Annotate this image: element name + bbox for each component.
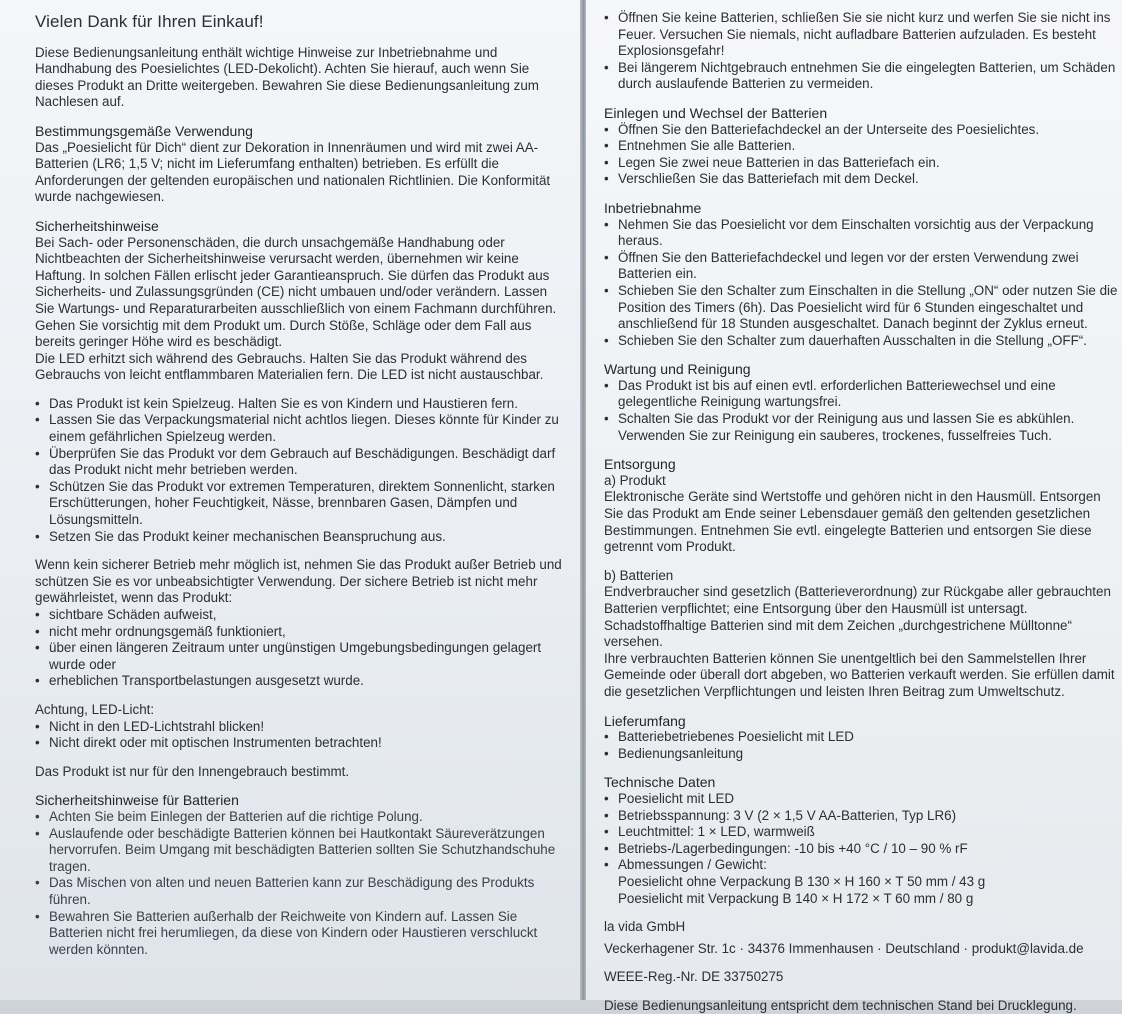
list-item: • Überprüfen Sie das Produkt vor dem Gebrauch auf Beschädigungen. Beschädigt darf das Produkt nicht mehr betrieben werden. xyxy=(35,446,568,479)
list-item: • Poesielicht mit LED xyxy=(604,791,1122,808)
usage-heading: Bestimmungsgemäße Verwendung xyxy=(35,122,253,139)
list-item: • Nicht in den LED-Lichtstrahl blicken! xyxy=(35,719,568,736)
startup-list xyxy=(604,217,1122,350)
safety-paragraph-led: Die LED erhitzt sich während des Gebrauchs. Halten Sie das Produkt während des Gebrauchs von leicht entflammbaren Materialien fern. Die LED ist nicht austauschbar. xyxy=(35,350,544,383)
footer-note: Diese Bedienungsanleitung entspricht dem technischen Stand bei Drucklegung. xyxy=(604,997,1077,1013)
list-item: • Legen Sie zwei neue Batterien in das Batteriefach ein. xyxy=(604,155,1122,172)
list-item: • Abmessungen / Gewicht: xyxy=(604,857,1122,874)
dimensions-line-1: Poesielicht ohne Verpackung B 130 × H 160 × T 50 mm / 43 g xyxy=(618,873,986,889)
weee-number: WEEE-Reg.-Nr. DE 33750275 xyxy=(604,969,784,985)
list-item: • Betriebsspannung: 3 V (2 × 1,5 V AA-Batterien, Typ LR6) xyxy=(604,808,1122,825)
battery-safety-list xyxy=(35,809,568,958)
indoor-note: Das Produkt ist nur für den Innengebrauch bestimmt. xyxy=(35,763,350,779)
usage-paragraph: Das „Poesielicht für Dich“ dient zur Dekoration in Innenräumen und wird mit zwei AA-Batterien (LR6; 1,5 V; nicht im Lieferumfang enthalten) betrieben. Es erfüllt die Anforderungen der geltenden europäischen und nationalen Richtlinien. Die Konformität wurde nachgewiesen. xyxy=(35,139,551,205)
disposal-battery-text: Endverbraucher sind gesetzlich (Batterieverordnung) zur Rückgabe aller gebrauchten Batterien verpflichtet; eine Entsorgung über den Hausmüll ist untersagt. Schadstoffhaltige Batterien sind mit dem Zeichen „durchgestrichene Mülltonne“ versehen. xyxy=(604,584,1111,650)
spacer xyxy=(604,986,1122,998)
led-warning-list xyxy=(35,719,568,752)
list-item: • Nicht direkt oder mit optischen Instrumenten betrachten! xyxy=(35,735,568,752)
list-item: • Nehmen Sie das Poesielicht vor dem Einschalten vorsichtig aus der Verpackung heraus. xyxy=(604,217,1122,250)
list-item: • Das Produkt ist bis auf einen evtl. erforderlichen Batteriewechsel und eine gelegentliche Reinigung wartungsfrei. xyxy=(604,378,1122,411)
insert-list xyxy=(604,122,1122,188)
list-item: • Batteriebetriebenes Poesielicht mit LED xyxy=(604,729,1122,746)
list-item: • Das Mischen von alten und neuen Batterien kann zur Beschädigung des Produkts führen. xyxy=(35,875,568,908)
list-item: • Bewahren Sie Batterien außerhalb der Reichweite von Kindern auf. Lassen Sie Batterien nicht frei herumliegen, da diese von Kindern oder Haustieren verschluckt werden könnten. xyxy=(35,909,568,959)
safety-heading: Sicherheitshinweise xyxy=(35,217,159,234)
maintenance-heading: Wartung und Reinigung xyxy=(604,361,751,378)
maintenance-list xyxy=(604,378,1122,444)
list-item: • Schützen Sie das Produkt vor extremen Temperaturen, direktem Sonnenlicht, starken Erschütterungen, hoher Feuchtigkeit, Nässe, brennbaren Gasen, Dämpfen und Lösungsmitteln. xyxy=(35,479,568,529)
list-item: • Das Produkt ist kein Spielzeug. Halten Sie es von Kindern und Haustieren fern. xyxy=(35,396,568,413)
disposal-battery-text-2: Ihre verbrauchten Batterien können Sie unentgeltlich bei den Sammelstellen Ihrer Gemeinde oder überall dort abgeben, wo Batterien verkauft werden. Sie erfüllen damit die gesetzlichen Verpflichtungen und leisten Ihren Beitrag zum Umweltschutz. xyxy=(604,650,1115,699)
spacer xyxy=(35,384,568,396)
safety-paragraph: Bei Sach- oder Personenschäden, die durch unsachgemäße Handhabung oder Nichtbeachten der Sicherheitshinweise verursacht werden, übernehmen wir keine Haftung. In solchen Fällen erlischt jeder Garantieanspruch. Sie dürfen das Produkt aus Sicherheits- und Zulassungsgründen (CE) nicht umbauen und/oder verändern. Lassen Sie Wartungs- und Reparaturarbeiten ausschließlich von einem Fachmann durchführen. Gehen Sie vorsichtig mit dem Produkt um. Durch Stöße, Schläge oder dem Fall aus bereits geringer Höhe wird es beschädigt. xyxy=(35,234,557,350)
list-item: • Öffnen Sie keine Batterien, schließen Sie sie nicht kurz und werfen Sie sie nicht ins Feuer. Versuchen Sie niemals, nicht aufladbare Batterien aufzuladen. Es besteht Explosionsgefahr! xyxy=(604,10,1122,60)
battery-safety-heading: Sicherheitshinweise für Batterien xyxy=(35,792,239,809)
spacer xyxy=(604,907,1122,919)
unsafe-list xyxy=(35,607,568,690)
disposal-product-label: a) Produkt xyxy=(604,472,666,488)
safety-list xyxy=(35,396,568,545)
right-page xyxy=(586,0,1122,1013)
list-item: • erheblichen Transportbelastungen ausgesetzt wurde. xyxy=(35,673,568,690)
scope-heading: Lieferumfang xyxy=(604,712,686,729)
dimensions-line-2: Poesielicht mit Verpackung B 140 × H 172 × T 60 mm / 80 g xyxy=(618,890,974,906)
disposal-heading: Entsorgung xyxy=(604,456,676,473)
spacer xyxy=(35,690,568,702)
list-item: • Betriebs-/Lagerbedingungen: -10 bis +40 °C / 10 – 90 % rF xyxy=(604,841,1122,858)
unsafe-paragraph: Wenn kein sicherer Betrieb mehr möglich ist, nehmen Sie das Produkt außer Betrieb und schützen Sie es vor unbeabsichtigter Verwendung. Der sichere Betrieb ist nicht mehr gewährleistet, wenn das Produkt: xyxy=(35,557,562,606)
spacer xyxy=(35,545,568,557)
list-item: • Schieben Sie den Schalter zum dauerhaften Ausschalten in die Stellung „OFF“. xyxy=(604,333,1122,350)
list-item: • Bei längerem Nichtgebrauch entnehmen Sie die eingelegten Batterien, um Schäden durch auslaufende Batterien zu vermeiden. xyxy=(604,60,1122,93)
startup-heading: Inbetriebnahme xyxy=(604,199,702,216)
list-item: • nicht mehr ordnungsgemäß funktioniert, xyxy=(35,624,568,641)
list-item: • Achten Sie beim Einlegen der Batterien auf die richtige Polung. xyxy=(35,809,568,826)
list-item: • Lassen Sie das Verpackungsmaterial nicht achtlos liegen. Dieses könnte für Kinder zu einem gefährlichen Spielzeug werden. xyxy=(35,412,568,445)
list-item: • Entnehmen Sie alle Batterien. xyxy=(604,138,1122,155)
list-item: • Schalten Sie das Produkt vor der Reinigung aus und lassen Sie es abkühlen. Verwenden Sie zur Reinigung ein sauberes, trockenes, fusselfreies Tuch. xyxy=(604,411,1122,444)
list-item: • Bedienungsanleitung xyxy=(604,746,1122,763)
insert-heading: Einlegen und Wechsel der Batterien xyxy=(604,104,828,121)
list-item: • sichtbare Schäden aufweist, xyxy=(35,607,568,624)
spacer xyxy=(604,556,1122,568)
tech-list xyxy=(604,791,1122,874)
disposal-product-text: Elektronische Geräte sind Wertstoffe und gehören nicht in den Hausmüll. Entsorgen Sie das Produkt am Ende seiner Lebensdauer gemäß den geltenden gesetzlichen Bestimmungen. Entnehmen Sie evtl. eingelegte Batterien und entsorgen Sie diese getrennt vom Produkt. xyxy=(604,489,1101,555)
page-title: Vielen Dank für Ihren Einkauf! xyxy=(35,12,264,31)
scope-list xyxy=(604,729,1122,762)
battery-warnings-continued xyxy=(604,10,1122,93)
spacer xyxy=(35,752,568,764)
list-item: • über einen längeren Zeitraum unter ungünstigen Umgebungsbedingungen gelagert wurde oder xyxy=(35,640,568,673)
company-address: Veckerhagener Str. 1c · 34376 Immenhausen · Deutschland · produkt@lavida.de xyxy=(604,940,1084,956)
spacer xyxy=(604,957,1122,969)
disposal-battery-label: b) Batterien xyxy=(604,567,674,583)
intro-paragraph: Diese Bedienungsanleitung enthält wichtige Hinweise zur Inbetriebnahme und Handhabung des Poesielichtes (LED-Dekolicht). Achten Sie hierauf, auch wenn Sie dieses Produkt an Dritte weitergeben. Bewahren Sie diese Bedienungsanleitung zum Nachlesen auf. xyxy=(35,44,539,110)
list-item: • Auslaufende oder beschädigte Batterien können bei Hautkontakt Säureverätzungen hervorrufen. Beim Umgang mit beschädigten Batterien sollten Sie Schutzhandschuhe tragen. xyxy=(35,826,568,876)
list-item: • Schieben Sie den Schalter zum Einschalten in die Stellung „ON“ oder nutzen Sie die Position des Timers (6h). Das Poesielicht wird für 6 Stunden eingeschaltet und anschließend für 18 Stunden ausgeschaltet. Danach beginnt der Zyklus erneut. xyxy=(604,283,1122,333)
list-item: • Verschließen Sie das Batteriefach mit dem Deckel. xyxy=(604,171,1122,188)
list-item: • Öffnen Sie den Batteriefachdeckel an der Unterseite des Poesielichtes. xyxy=(604,122,1122,139)
list-item: • Öffnen Sie den Batteriefachdeckel und legen vor der ersten Verwendung zwei Batterien ein. xyxy=(604,250,1122,283)
list-item: • Setzen Sie das Produkt keiner mechanischen Beanspruchung aus. xyxy=(35,529,568,546)
company-name: la vida GmbH xyxy=(604,919,686,935)
led-warning-label: Achtung, LED-Licht: xyxy=(35,701,155,717)
tech-heading: Technische Daten xyxy=(604,774,716,791)
list-item: • Leuchtmittel: 1 × LED, warmweiß xyxy=(604,824,1122,841)
